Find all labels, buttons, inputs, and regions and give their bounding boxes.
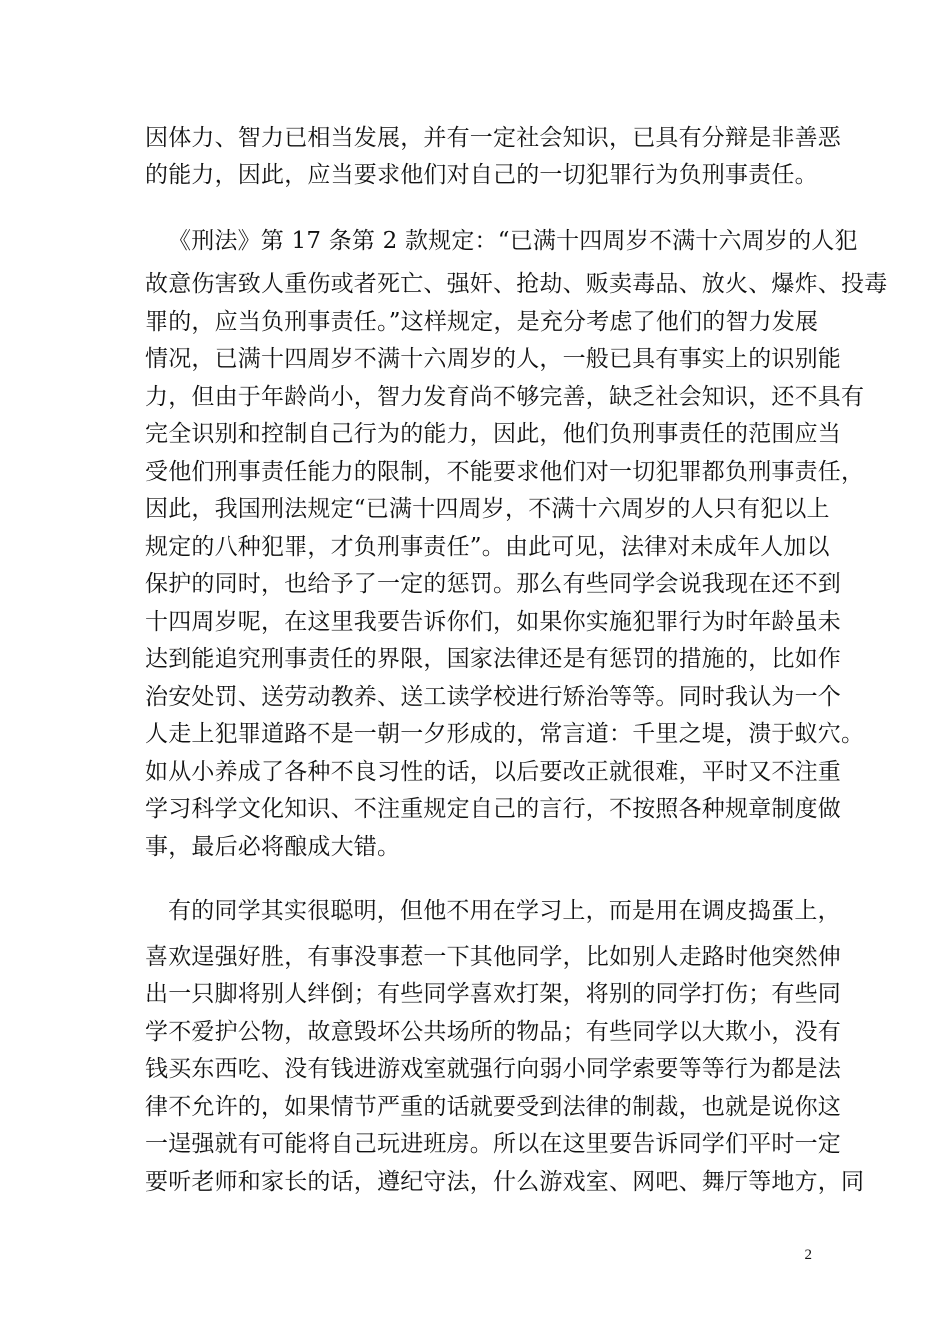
text-line-15: 治安处罚、送劳动教养、送工读学校进行矫治等等。同时我认为一个 (145, 684, 841, 710)
text-line-20: 有的同学其实很聪明，但他不用在学习上，而是用在调皮捣蛋上， (168, 898, 841, 924)
text-line-25: 律不允许的，如果情节严重的话就要受到法律的制裁，也就是说你这 (145, 1094, 841, 1120)
text-line-14: 达到能追究刑事责任的界限，国家法律还是有惩罚的措施的，比如作 (145, 646, 841, 672)
text-line-3: 《刑法》第 17 条第 2 款规定：“已满十四周岁不满十六周岁的人犯 (168, 228, 858, 254)
text-line-26: 一逞强就有可能将自己玩进班房。所以在这里要告诉同学们平时一定 (145, 1131, 841, 1157)
text-line-27: 要听老师和家长的话，遵纪守法，什么游戏室、网吧、舞厅等地方，同 (145, 1169, 865, 1195)
text-line-5: 罪的，应当负刑事责任。”这样规定，是充分考虑了他们的智力发展 (145, 309, 819, 335)
page-number: 2 (804, 1247, 812, 1263)
text-line-17: 如从小养成了各种不良习性的话，以后要改正就很难，平时又不注重 (145, 759, 841, 785)
text-line-16: 人走上犯罪道路不是一朝一夕形成的，常言道：千里之堤，溃于蚁穴。 (145, 721, 865, 747)
text-line-8: 完全识别和控制自己行为的能力，因此，他们负刑事责任的范围应当 (145, 421, 841, 447)
text-line-4: 故意伤害致人重伤或者死亡、强奸、抢劫、贩卖毒品、放火、爆炸、投毒 (145, 271, 888, 297)
text-line-13: 十四周岁呢，在这里我要告诉你们，如果你实施犯罪行为时年龄虽未 (145, 609, 841, 635)
text-line-6: 情况，已满十四周岁不满十六周岁的人，一般已具有事实上的识别能 (145, 346, 841, 372)
text-line-18: 学习科学文化知识、不注重规定自己的言行，不按照各种规章制度做 (145, 796, 841, 822)
text-line-7: 力，但由于年龄尚小，智力发育尚不够完善，缺乏社会知识，还不具有 (145, 384, 865, 410)
text-line-22: 出一只脚将别人绊倒；有些同学喜欢打架，将别的同学打伤；有些同 (145, 981, 841, 1007)
text-line-21: 喜欢逞强好胜，有事没事惹一下其他同学，比如别人走路时他突然伸 (145, 944, 841, 970)
text-line-1: 因体力、智力已相当发展，并有一定社会知识，已具有分辩是非善恶 (145, 125, 841, 151)
text-line-19: 事，最后必将酿成大错。 (145, 834, 401, 860)
text-line-2: 的能力，因此，应当要求他们对自己的一切犯罪行为负刑事责任。 (145, 162, 818, 188)
text-line-24: 钱买东西吃、没有钱进游戏室就强行向弱小同学索要等等行为都是法 (145, 1056, 841, 1082)
text-line-10: 因此，我国刑法规定“已满十四周岁，不满十六周岁的人只有犯以上 (145, 496, 830, 522)
text-line-12: 保护的同时，也给予了一定的惩罚。那么有些同学会说我现在还不到 (145, 571, 841, 597)
text-line-23: 学不爱护公物，故意毁坏公共场所的物品；有些同学以大欺小，没有 (145, 1019, 841, 1045)
text-line-9: 受他们刑事责任能力的限制，不能要求他们对一切犯罪都负刑事责任， (145, 459, 865, 485)
text-line-11: 规定的八种犯罪，才负刑事责任”。由此可见，法律对未成年人加以 (145, 534, 830, 560)
